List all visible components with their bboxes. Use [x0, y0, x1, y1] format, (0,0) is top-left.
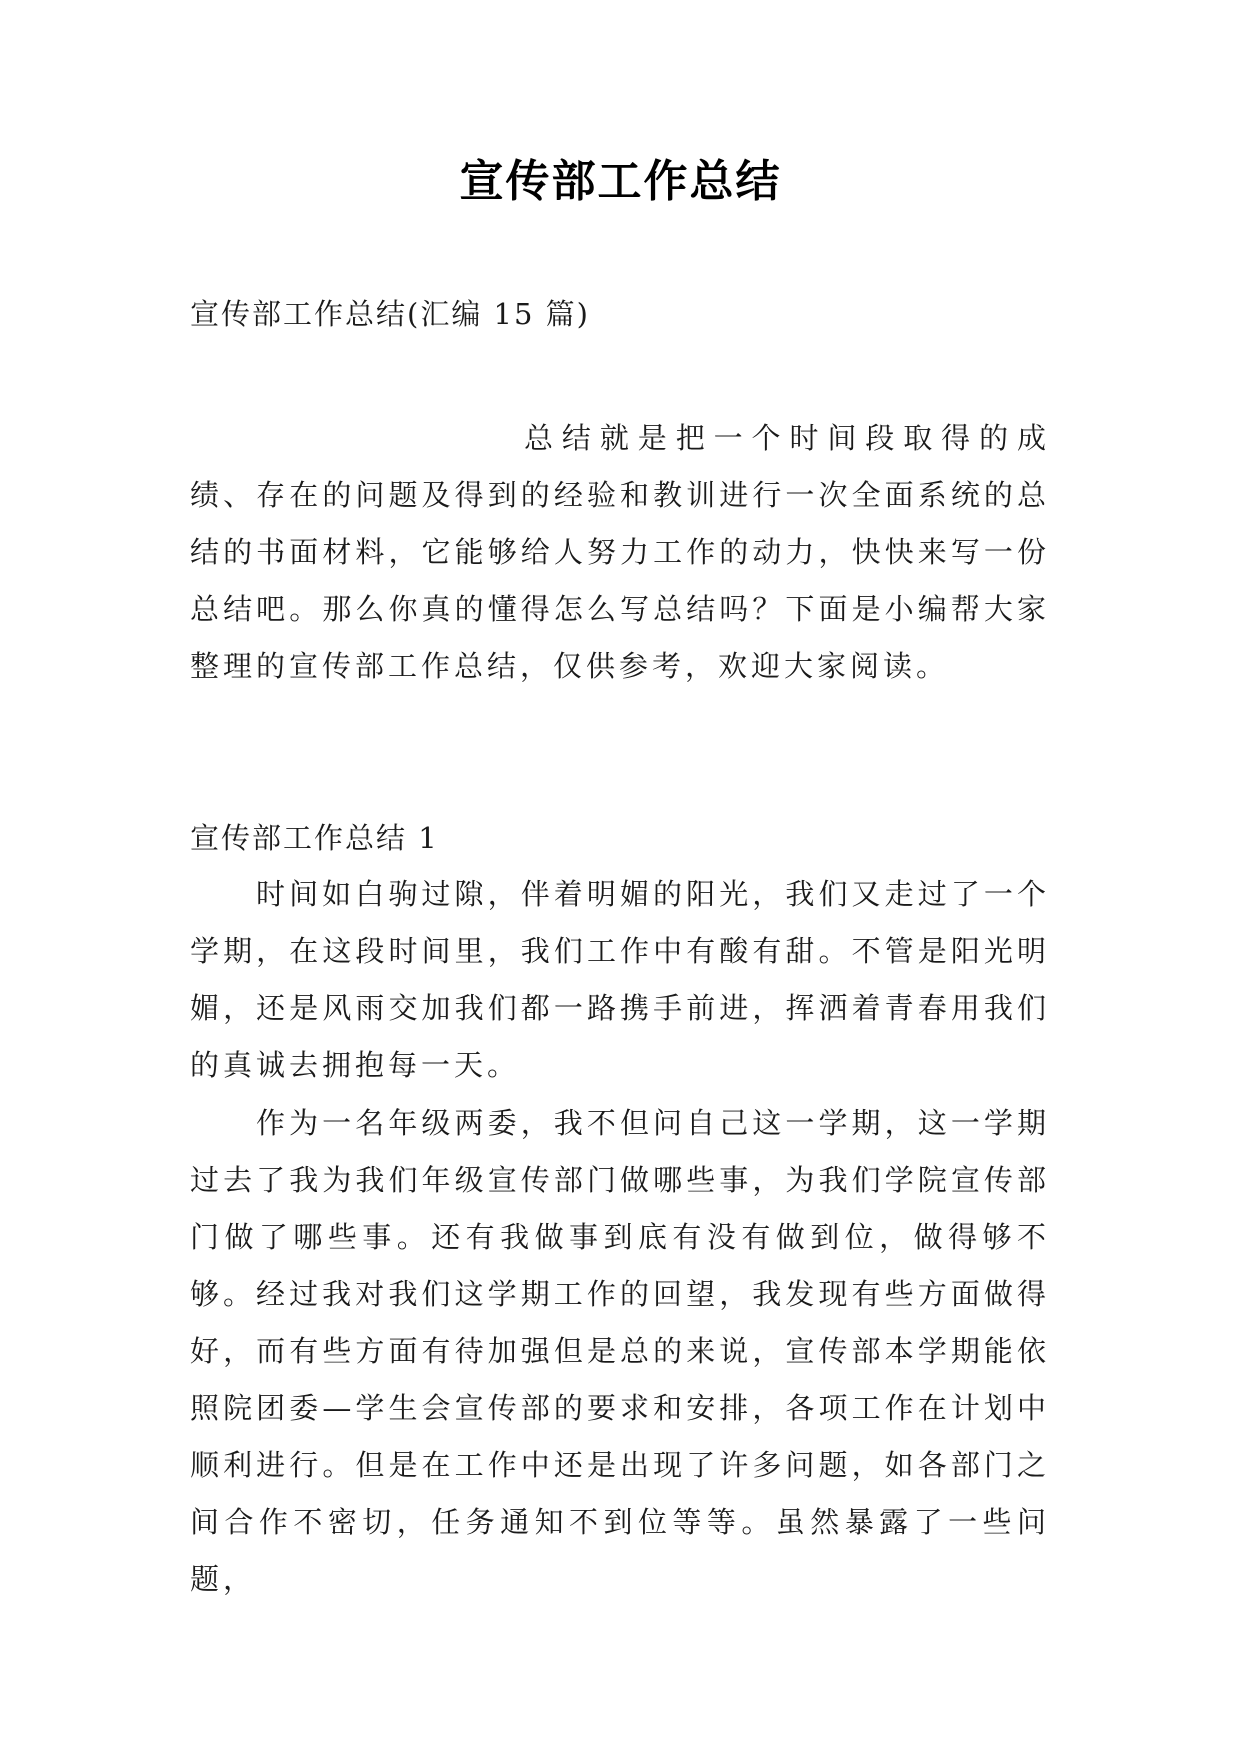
document-title: 宣传部工作总结	[459, 156, 782, 207]
body-paragraph-2: 作为一名年级两委，我不但问自己这一学期，这一学期过去了我为我们年级宣传部门做哪些事，为我们学院宣传部门做了哪些事。还有我做事到底有没有做到位，做得够不够。	[190, 1106, 1050, 1311]
section-heading: 宣传部工作总结 1	[190, 821, 439, 855]
document-subtitle: 宣传部工作总结(汇编 15 篇)	[190, 297, 590, 331]
body-paragraph-1: 时间如白驹过隙，伴着明媚的阳光，我们又走过了一个学期，在这段时间里，我们工作中有酸有甜。不管是阳光明媚，还是风雨交加我们都一路携手前进，挥洒着青春用我们的真诚去拥抱每一天。	[190, 877, 1050, 1082]
body-paragraph-3: 经过我对我们这学期工作的回望，我发现有些方面做得好，而有些方面有待加强但是总的来说，宣传部本学期能依照院团委—学生会宣传部的要求和安排，各项工作在计划中顺利进行。但是在工作中还是出现了许多问题，如各部门之间合作不密切，任务通知不到位等等。虽然暴露了一些问题，	[190, 1277, 1050, 1596]
intro-paragraph: 总结就是把一个时间段取得的成绩、存在的问题及得到的经验和教训进行一次全面系统的总结的书面材料，它能够给人努力工作的动力，快快来写一份总结吧。那么你真的懂得怎么写总结吗？下面是小编帮大家整理的宣传部工作总结，仅供参考，欢迎大家阅读。	[190, 421, 1050, 683]
